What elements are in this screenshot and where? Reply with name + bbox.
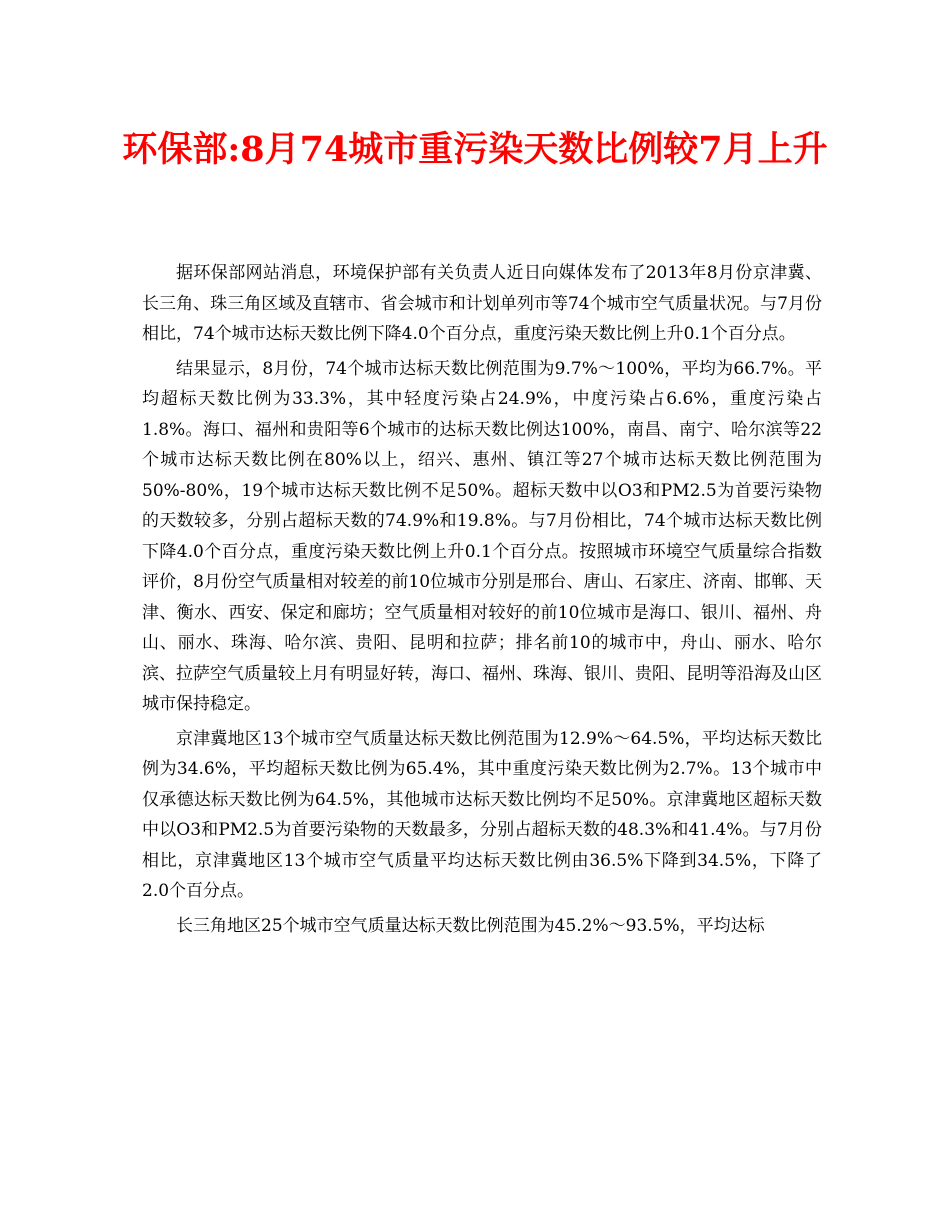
paragraph-yangtze-delta: 长三角地区25个城市空气质量达标天数比例范围为45.2%～93.5%，平均达标	[176, 915, 765, 936]
paragraph-results: 结果显示，8月份，74个城市达标天数比例范围为9.7%～100%，平均为66.7%。平均超标天数比例为33.3%，其中轻度污染占24.9%，中度污染占6.6%，重度污染占1.8%。海口、福州和贵阳等6个城市的达标天数比例达100%，南昌、南宁、哈尔滨等22个城市达标天数比例在80%以上，绍兴、惠州、镇江等27个城市达标天数比例范围为50%-80%，19个城市达标天数比例不足50%。超标天数中以O3和PM2.5为首要污染物的天数较多，分别占超标天数的74.9%和19.8%。与7月份相比，74个城市达标天数比例下降4.0个百分点，重度污染天数比例上升0.1个百分点。按照城市环境空气质量综合指数评价，8月份空气质量相对较差的前10位城市分别是邢台、唐山、石家庄、济南、邯郸、天津、衡水、西安、保定和廊坊；空气质量相对较好的前10位城市是海口、银川、福州、舟山、丽水、珠海、哈尔滨、贵阳、昆明和拉萨；排名前10的城市中，舟山、丽水、哈尔滨、拉萨空气质量较上月有明显好转，海口、福州、珠海、银川、贵阳、昆明等沿海及山区城市保持稳定。	[142, 358, 822, 714]
paragraph-jingjinji: 京津冀地区13个城市空气质量达标天数比例范围为12.9%～64.5%，平均达标天数比例为34.6%，平均超标天数比例为65.4%，其中重度污染天数比例为2.7%。13个城市中仅承德达标天数比例为64.5%，其他城市达标天数比例均不足50%。京津冀地区超标天数中以O3和PM2.5为首要污染物的天数最多，分别占超标天数的48.3%和41.4%。与7月份相比，京津冀地区13个城市空气质量平均达标天数比例由36.5%下降到34.5%，下降了2.0个百分点。	[142, 728, 822, 901]
paragraph-intro: 据环保部网站消息，环境保护部有关负责人近日向媒体发布了2013年8月份京津冀、长三角、珠三角区域及直辖市、省会城市和计划单列市等74个城市空气质量状况。与7月份相比，74个城市达标天数比例下降4.0个百分点，重度污染天数比例上升0.1个百分点。	[142, 263, 822, 344]
document-body	[142, 258, 822, 945]
document-title: 环保部:8月74城市重污染天数比例较7月上升	[122, 129, 828, 170]
